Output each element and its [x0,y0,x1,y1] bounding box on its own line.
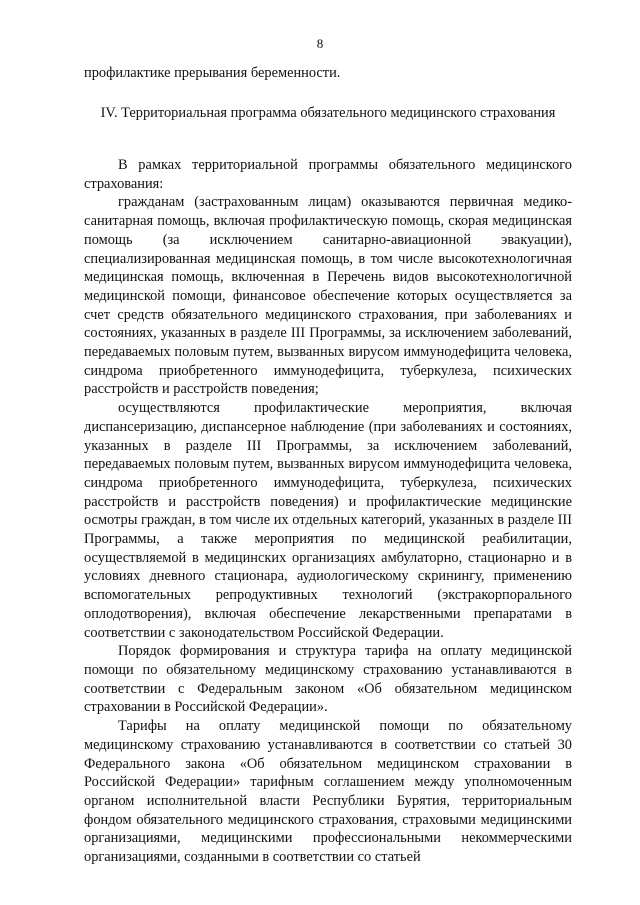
paragraph: В рамках территориальной программы обязательного медицинского страхования: [84,157,572,192]
body-text [84,156,572,867]
paragraph: Порядок формирования и структура тарифа на оплату медицинской помощи по обязательному медицинскому страхованию устанавливаются в соответствии с Федеральным законом «Об обязательном медицинском страховании в Российской Федерации». [84,643,572,716]
paragraph: гражданам (застрахованным лицам) оказываются первичная медико-санитарная помощь, включая профилактическую помощь, скорая медицинская помощь (за исключением санитарно-авиационной эвакуации), специализированная медицинская помощь, в том числе высокотехнологичная медицинская помощь, включенная в Перечень видов высокотехнологичной медицинской помощи, финансовое обеспечение которых осуществляется за счет средств обязательного медицинского страхования, при заболеваниях и состояниях, указанных в разделе III Программы, за исключением заболеваний, передаваемых половым путем, вызванных вирусом иммунодефицита человека, синдрома приобретенного иммунодефицита, туберкулеза, психических расстройств и расстройств поведения; [84,194,572,398]
page-number: 8 [316,36,324,51]
paragraph: осуществляются профилактические мероприятия, включая диспансеризацию, диспансерное наблюдение (при заболеваниях и состояниях, указанных в разделе III Программы, за исключением заболеваний, передаваемых половым путем, вызванных вирусом иммунодефицита человека, синдрома приобретенного иммунодефицита, туберкулеза, психических расстройств и расстройств поведения) и профилактические медицинские осмотры граждан, в том числе их отдельных категорий, указанных в разделе III Программы, а также мероприятия по медицинской реабилитации, осуществляемой в медицинских организациях амбулаторно, стационарно и в условиях дневного стационара, аудиологическому скринингу, применению вспомогательных репродуктивных технологий (экстракорпорального оплодотворения), включая обеспечение лекарственными препаратами в соответствии с законодательством Российской Федерации. [84,400,572,641]
paragraph: Тарифы на оплату медицинской помощи по обязательному медицинскому страхованию устанавливаются в соответствии со статьей 30 Федерального закона «Об обязательном медицинском страховании в Российской Федерации» тарифным соглашением между уполномоченным органом исполнительной власти Республики Бурятия, территориальным фондом обязательного медицинского страхования, страховыми медицинскими организациями, медицинскими профессиональными некоммерческими организациями, созданными в соответствии со статьей [84,718,572,866]
lead-line: профилактике прерывания беременности. [84,65,341,81]
section-heading: IV. Территориальная программа обязательного медицинского страхования [100,105,556,121]
